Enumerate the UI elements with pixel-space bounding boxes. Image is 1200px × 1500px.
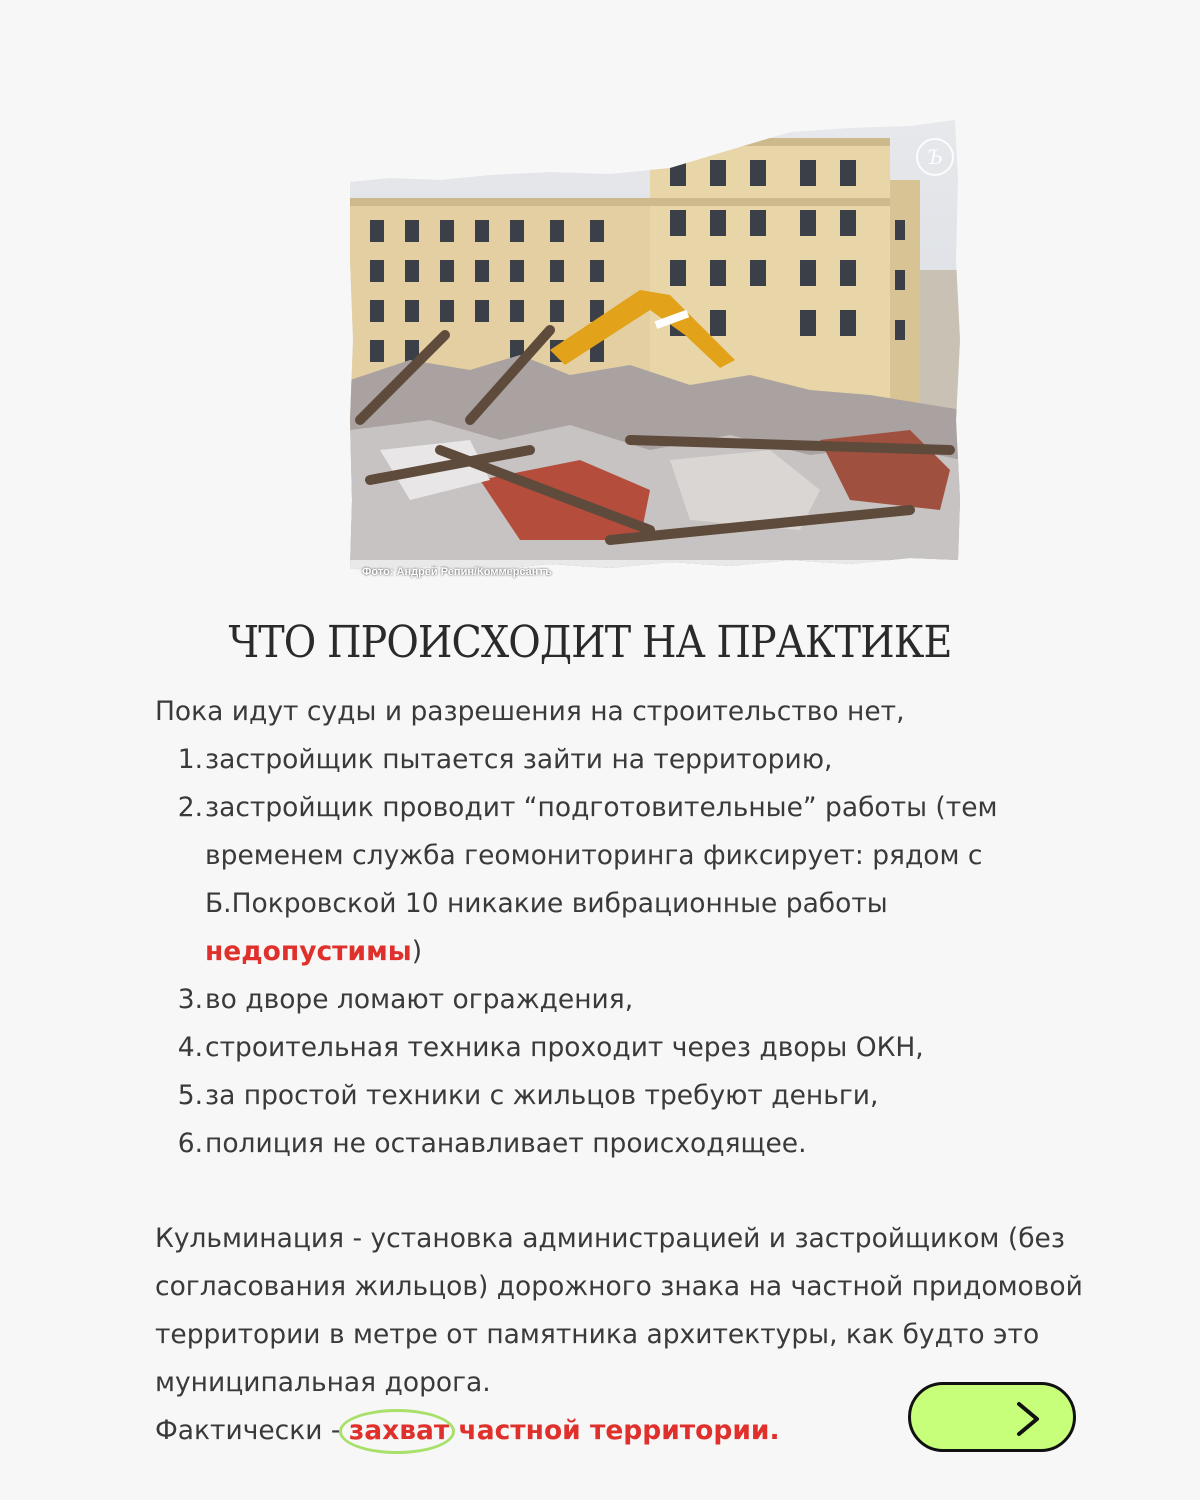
photo-credit: Фото: Андрей Репин/Коммерсантъ <box>362 566 552 578</box>
culmination-paragraph: Кульминация - установка администрацией и застройщиком (без согласования жильцов) дорожного знака на частной придомовой территории в метре от памятника архитектуры, как будто это муниципальная дорога. <box>155 1223 1083 1398</box>
list-item: 3. во дворе ломают ограждения, <box>177 984 634 1015</box>
list-item: 4. строительная техника проходит через дворы ОКН, <box>177 1032 924 1063</box>
conclusion-line: Фактически - захват частной территории. <box>155 1415 780 1446</box>
highlight-text: недопустимы <box>205 936 412 967</box>
demolition-photo-image <box>350 120 962 592</box>
list-item: 5. за простой техники с жильцов требуют деньги, <box>177 1080 879 1111</box>
list-item: 1. застройщик пытается зайти на территорию, <box>177 744 833 775</box>
intro-text: Пока идут суды и разрешения на строительство нет, <box>155 696 905 727</box>
chevron-right-icon <box>1013 1401 1043 1437</box>
list-item: 2. застройщик проводит “подготовительные” работы (тем временем служба геомониторинга фиксирует: рядом с Б.Покровской 10 никакие вибрационные работы недопустимы) <box>177 792 998 967</box>
page-title: ЧТО ПРОИСХОДИТ НА ПРАКТИКЕ <box>228 617 952 668</box>
list-item: 6. полиция не останавливает происходящее. <box>177 1128 807 1159</box>
next-button[interactable] <box>908 1382 1076 1452</box>
kommersant-logo: Ъ <box>916 138 954 176</box>
steps-list <box>175 736 1075 1168</box>
news-photo <box>350 120 962 592</box>
circled-highlight: захват <box>348 1415 450 1446</box>
